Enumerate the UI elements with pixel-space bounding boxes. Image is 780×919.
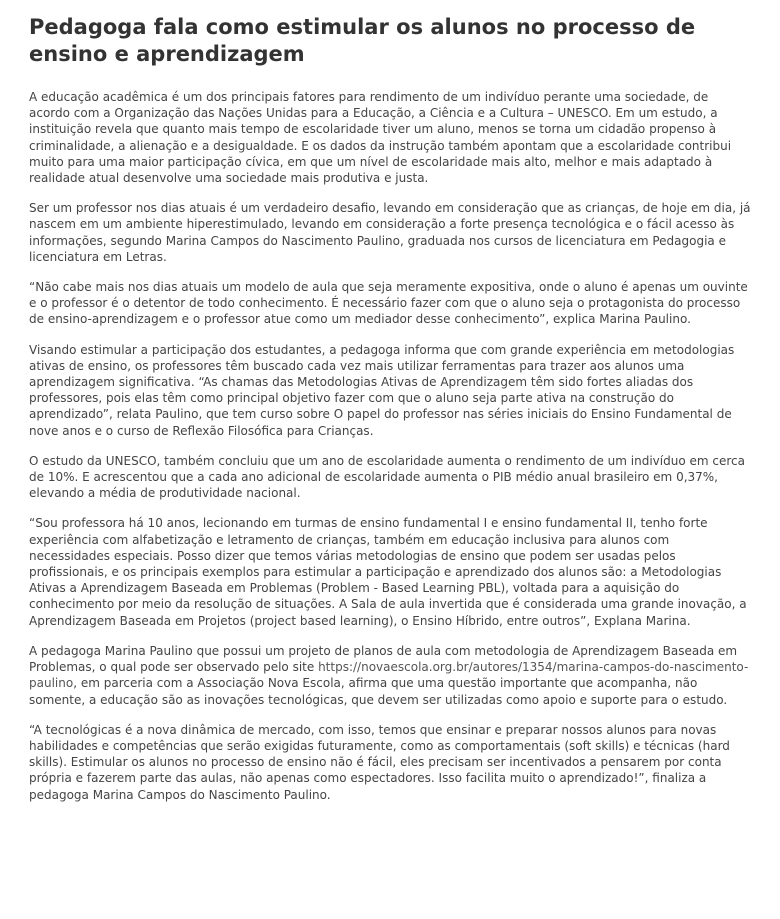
article — [29, 14, 751, 817]
paragraph-8: “A tecnológicas é a nova dinâmica de mercado, com isso, temos que ensinar e preparar nossos alunos para novas habilidades e competências que serão exigidas futuramente, como as comportamentais (soft skills) e técnicas (hard skills). Estimular os alunos no processo de ensino não é fácil, eles precisam ser incentivados a pensarem por conta própria e fazerem parte das aulas, não apenas como espectadores. Isso facilita muito o aprendizado!”, finaliza a pedagoga Marina Campos do Nascimento Paulino. — [29, 722, 730, 802]
paragraph-7 — [29, 643, 751, 708]
paragraph-1: A educação acadêmica é um dos principais fatores para rendimento de um indivíduo perante uma sociedade, de acordo com a Organização das Nações Unidas para a Educação, a Ciência e a Cultura – UNESCO. Em um estudo, a instituição revela que quanto mais tempo de escolaridade tiver um aluno, menos se torna um cidadão propenso à criminalidade, a alienação e a desigualdade. E os dados da instrução também apontam que a escolaridade contribui muito para uma maior participação cívica, em que um nível de escolaridade mais alto, melhor e mais adaptado à realidade atual desenvolve uma sociedade mais produtiva e justa. — [29, 90, 732, 186]
paragraph-2: Ser um professor nos dias atuais é um verdadeiro desafio, levando em consideração que as crianças, de hoje em dia, já nascem em um ambiente hiperestimulado, levando em consideração a forte presença tecnológica e o fácil acesso às informações, segundo Marina Campos do Nascimento Paulino, graduada nos cursos de licenciatura em Pedagogia e licenciatura em Letras. — [29, 201, 751, 264]
nova-escola-link[interactable]: https://novaescola.org.br/autores/1354/marina-campos-do-nascimento-paulino — [29, 660, 749, 691]
paragraph-6: “Sou professora há 10 anos, lecionando em turmas de ensino fundamental I e ensino fundamental II, tenho forte experiência com alfabetização e letramento de crianças, também em educação inclusiva para alunos com necessidades especiais. Posso dizer que temos várias metodologias de ensino que podem ser usadas pelos profissionais, e os principais exemplos para estimular a participação e aprendizado dos alunos são: a Metodologias Ativas a Aprendizagem Baseada em Problemas (Problem - Based Learning PBL), voltada para a aquisição do conhecimento por meio da resolução de situações. A Sala de aula invertida que é considerada uma grande inovação, a Aprendizagem Baseada em Projetos (project based learning), o Ensino Híbrido, entre outros”, Explana Marina. — [29, 516, 747, 628]
paragraph-3: “Não cabe mais nos dias atuais um modelo de aula que seja meramente expositiva, onde o aluno é apenas um ouvinte e o professor é o detentor de todo conhecimento. É necessário fazer com que o aluno seja o protagonista do processo de ensino-aprendizagem e o professor atue como um mediador desse conhecimento”, explica Marina Paulino. — [29, 280, 748, 327]
paragraph-5: O estudo da UNESCO, também concluiu que um ano de escolaridade aumenta o rendimento de um indivíduo em cerca de 10%. E acrescentou que a cada ano adicional de escolaridade aumenta o PIB médio anual brasileiro em 0,37%, elevando a média de produtividade nacional. — [29, 453, 745, 501]
paragraph-7-text-after: , em parceria com a Associação Nova Escola, afirma que uma questão importante que acompanha, não somente, a educação são as inovações tecnológicas, que devem ser utilizadas como apoio e suporte para o estudo. — [29, 676, 728, 707]
paragraph-4: Visando estimular a participação dos estudantes, a pedagoga informa que com grande experiência em metodologias ativas de ensino, os professores têm buscado cada vez mais utilizar ferramentas para trazer aos alunos uma aprendizagem significativa. “As chamas das Metodologias Ativas de Aprendizagem têm sido fortes aliadas dos professores, pois elas têm como principal objetivo fazer com que o aluno seja parte ativa na construção do aprendizado”, relata Paulino, que tem curso sobre O papel do professor nas séries iniciais do Ensino Fundamental de nove anos e o curso de Reflexão Filosófica para Crianças. — [29, 342, 735, 438]
paragraph-7-text-before: A pedagoga Marina Paulino que possui um projeto de planos de aula com metodologia de Aprendizagem Baseada em Problemas, o qual pode ser observado pelo site — [29, 643, 738, 675]
article-title: Pedagoga fala como estimular os alunos no processo de ensino e aprendizagem — [29, 15, 696, 66]
